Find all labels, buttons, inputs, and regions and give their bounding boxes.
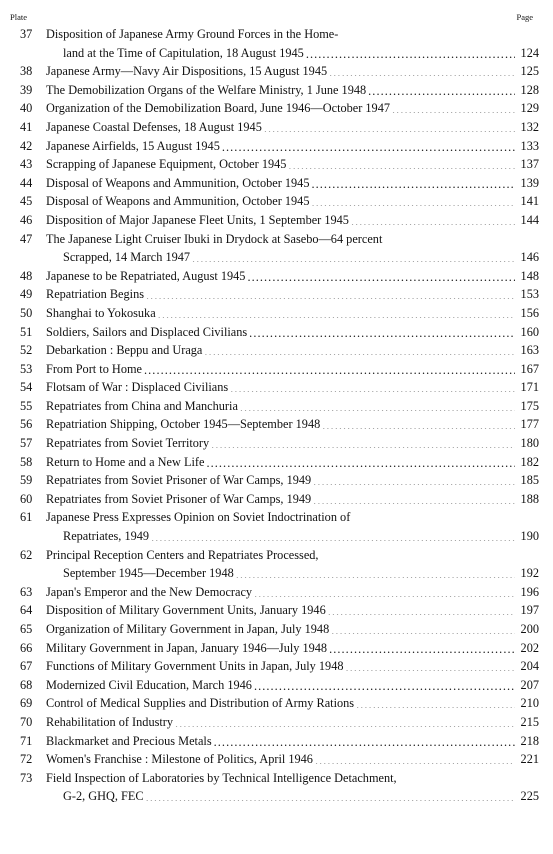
toc-entry xyxy=(8,601,539,620)
page-number: 207 xyxy=(520,677,539,692)
toc-entry xyxy=(8,657,539,676)
plate-number: 46 xyxy=(20,212,33,227)
entry-title: Repatriates from Soviet Territory xyxy=(46,436,210,451)
page-column-label: Page xyxy=(516,12,533,22)
toc-entry xyxy=(8,341,539,360)
toc-entry xyxy=(8,713,539,732)
entry-title: The Demobilization Organs of the Welfare Ministry, 1 June 1948 xyxy=(46,82,367,97)
toc-entry xyxy=(8,211,539,230)
page-number: 139 xyxy=(520,175,539,190)
entry-title: Disposition of Military Government Units, January 1946 xyxy=(46,603,326,618)
plate-number: 68 xyxy=(20,677,33,692)
entry-title: Field Inspection of Laboratories by Technical Intelligence Detachment, xyxy=(46,770,397,785)
dot-leader xyxy=(356,696,515,708)
entry-title: September 1945—December 1948 xyxy=(63,566,234,581)
page-number: 141 xyxy=(520,194,539,209)
dot-leader xyxy=(392,101,515,113)
plate-number: 63 xyxy=(20,584,33,599)
dot-leader xyxy=(240,399,515,411)
page-number: 177 xyxy=(520,417,539,432)
page-number: 125 xyxy=(520,64,539,79)
entry-title: Repatriates, 1949 xyxy=(63,529,150,544)
plate-number: 71 xyxy=(20,733,33,748)
plate-number: 44 xyxy=(20,175,33,190)
entry-title: Disposal of Weapons and Ammunition, October 1945 xyxy=(46,194,310,209)
toc-entry xyxy=(8,323,539,342)
page-number: 144 xyxy=(520,212,539,227)
toc-entry xyxy=(8,471,539,490)
page-number: 167 xyxy=(520,361,539,376)
toc-entry xyxy=(8,490,539,509)
plate-number: 45 xyxy=(20,194,33,209)
page-number: 153 xyxy=(520,287,539,302)
page-number: 129 xyxy=(520,101,539,116)
plate-number: 67 xyxy=(20,659,33,674)
plate-number: 47 xyxy=(20,231,33,246)
toc-entry xyxy=(8,546,539,583)
plate-number: 60 xyxy=(20,491,33,506)
dot-leader xyxy=(236,566,515,578)
plate-number: 41 xyxy=(20,119,33,134)
plate-number: 73 xyxy=(20,770,33,785)
page-number: 200 xyxy=(520,622,539,636)
entry-title: land at the Time of Capitulation, 18 August 1945 xyxy=(63,45,304,60)
dot-leader xyxy=(175,715,515,727)
toc-entry xyxy=(8,267,539,286)
toc-entry xyxy=(8,639,539,658)
dot-leader xyxy=(249,324,515,336)
plate-number: 58 xyxy=(20,454,33,469)
dot-leader xyxy=(254,677,515,689)
dot-leader xyxy=(247,268,515,280)
plate-number: 56 xyxy=(20,417,33,432)
entry-title: The Japanese Light Cruiser Ibuki in Drydock at Sasebo—64 percent xyxy=(46,231,383,246)
page-number: 192 xyxy=(520,566,539,581)
entry-title: Repatriation Begins xyxy=(46,287,145,302)
entry-title: Women's Franchise : Milestone of Politics, April 1946 xyxy=(46,752,313,767)
plate-number: 52 xyxy=(20,343,33,358)
page-number: 225 xyxy=(520,789,539,804)
plate-number: 55 xyxy=(20,398,33,413)
dot-leader xyxy=(331,622,515,634)
plate-number: 49 xyxy=(20,287,33,302)
entry-title: Military Government in Japan, January 1946—July 1948 xyxy=(46,640,328,655)
toc-entry xyxy=(8,285,539,304)
plate-number: 64 xyxy=(20,603,33,618)
dot-leader xyxy=(315,752,515,764)
toc-entry xyxy=(8,304,539,323)
entry-title: Japanese to be Repatriated, August 1945 xyxy=(46,268,246,283)
entry-title: Repatriation Shipping, October 1945—September 1948 xyxy=(46,417,321,432)
entry-title: Debarkation : Beppu and Uraga xyxy=(46,343,203,358)
plate-number: 51 xyxy=(20,324,33,339)
entry-title: Japanese Press Expresses Opinion on Soviet Indoctrination of xyxy=(46,510,351,525)
page-number: 133 xyxy=(520,138,539,153)
plate-list xyxy=(8,25,539,806)
toc-entry xyxy=(8,155,539,174)
entry-title: Scrapping of Japanese Equipment, October 1945 xyxy=(46,157,287,172)
dot-leader xyxy=(311,175,515,187)
entry-title: Return to Home and a New Life xyxy=(46,454,205,469)
dot-leader xyxy=(322,417,515,429)
entry-title: From Port to Home xyxy=(46,361,142,376)
page-number: 156 xyxy=(520,305,539,320)
toc-entry xyxy=(8,25,539,62)
entry-title: Soldiers, Sailors and Displaced Civilians xyxy=(46,324,248,339)
entry-title: Disposition of Major Japanese Fleet Units, 1 September 1945 xyxy=(46,212,349,227)
column-header xyxy=(8,8,539,25)
page-number: 180 xyxy=(520,436,539,451)
dot-leader xyxy=(146,287,515,299)
page-number: 137 xyxy=(520,157,539,172)
page-number: 196 xyxy=(520,584,539,599)
toc-entry xyxy=(8,508,539,545)
page-number: 163 xyxy=(520,343,539,358)
toc-entry xyxy=(8,750,539,769)
entry-title: Repatriates from Soviet Prisoner of War Camps, 1949 xyxy=(46,473,312,488)
dot-leader xyxy=(211,436,515,448)
entry-title: Scrapped, 14 March 1947 xyxy=(63,250,191,265)
entry-title: Disposition of Japanese Army Ground Forces in the Home- xyxy=(46,27,339,41)
plate-number: 70 xyxy=(20,714,33,729)
plate-number: 59 xyxy=(20,473,33,488)
entry-title: Principal Reception Centers and Repatriates Processed, xyxy=(46,547,319,562)
toc-entry xyxy=(8,769,539,806)
entry-title: G-2, GHQ, FEC xyxy=(63,789,144,804)
plate-column-label: Plate xyxy=(10,12,27,22)
page-number: 204 xyxy=(520,659,539,674)
entry-title: Repatriates from Soviet Prisoner of War Camps, 1949 xyxy=(46,491,312,506)
entry-title: Organization of the Demobilization Board, June 1946—October 1947 xyxy=(46,101,391,116)
plate-number: 42 xyxy=(20,138,33,153)
toc-entry xyxy=(8,118,539,137)
toc-entry xyxy=(8,81,539,100)
dot-leader xyxy=(368,82,515,94)
plate-number: 65 xyxy=(20,622,33,636)
plate-number: 50 xyxy=(20,305,33,320)
dot-leader xyxy=(264,120,515,132)
page-number: 132 xyxy=(520,119,539,134)
toc-entry xyxy=(8,620,539,639)
toc-entry xyxy=(8,360,539,379)
plate-number: 61 xyxy=(20,510,33,525)
dot-leader xyxy=(192,250,515,262)
dot-leader xyxy=(151,529,515,541)
dot-leader xyxy=(329,64,515,76)
page-number: 171 xyxy=(520,380,539,395)
dot-leader xyxy=(288,157,515,169)
plate-number: 53 xyxy=(20,361,33,376)
plate-number: 72 xyxy=(20,752,33,767)
dot-leader xyxy=(351,213,515,225)
plate-number: 38 xyxy=(20,64,33,79)
dot-leader xyxy=(346,659,516,671)
page-number: 185 xyxy=(520,473,539,488)
plate-number: 48 xyxy=(20,268,33,283)
entry-title: Japan's Emperor and the New Democracy xyxy=(46,584,253,599)
toc-entry xyxy=(8,583,539,602)
page-number: 128 xyxy=(520,82,539,97)
dot-leader xyxy=(329,640,515,652)
dot-leader xyxy=(311,194,515,206)
dot-leader xyxy=(144,361,515,373)
page-number: 190 xyxy=(520,529,539,544)
dot-leader xyxy=(230,380,515,392)
entry-title: Flotsam of War : Displaced Civilians xyxy=(46,380,229,395)
plate-number: 43 xyxy=(20,157,33,172)
page-number: 221 xyxy=(520,752,539,767)
toc-entry xyxy=(8,676,539,695)
page-number: 210 xyxy=(520,696,539,711)
dot-leader xyxy=(313,492,515,504)
page-number: 124 xyxy=(520,45,539,60)
page-number: 215 xyxy=(520,714,539,729)
entry-title: Japanese Airfields, 15 August 1945 xyxy=(46,138,220,153)
dot-leader xyxy=(254,585,515,597)
dot-leader xyxy=(158,306,515,318)
toc-entry xyxy=(8,378,539,397)
entry-title: Modernized Civil Education, March 1946 xyxy=(46,677,252,692)
page-number: 188 xyxy=(520,491,539,506)
dot-leader xyxy=(306,45,515,57)
dot-leader xyxy=(222,138,515,150)
plate-number: 57 xyxy=(20,436,33,451)
entry-title: Repatriates from China and Manchuria xyxy=(46,398,238,413)
toc-entry xyxy=(8,694,539,713)
plate-number: 62 xyxy=(20,547,33,562)
toc-entry xyxy=(8,62,539,81)
entry-title: Disposal of Weapons and Ammunition, October 1945 xyxy=(46,175,310,190)
page-number: 182 xyxy=(520,454,539,469)
toc-entry xyxy=(8,174,539,193)
dot-leader xyxy=(313,473,515,485)
dot-leader xyxy=(328,603,515,615)
dot-leader xyxy=(206,454,515,466)
toc-entry xyxy=(8,397,539,416)
plate-number: 40 xyxy=(20,101,33,116)
entry-title: Blackmarket and Precious Metals xyxy=(46,733,212,748)
entry-title: Functions of Military Government Units in Japan, July 1948 xyxy=(46,659,344,674)
page-number: 146 xyxy=(520,250,539,265)
entry-title: Control of Medical Supplies and Distribution of Army Rations xyxy=(46,696,355,711)
entry-title: Organization of Military Government in Japan, July 1948 xyxy=(46,622,330,636)
dot-leader xyxy=(204,343,515,355)
plate-number: 66 xyxy=(20,640,33,655)
toc-entry xyxy=(8,453,539,472)
page-number: 202 xyxy=(520,640,539,655)
entry-title: Japanese Coastal Defenses, 18 August 1945 xyxy=(46,119,262,134)
toc-entry xyxy=(8,434,539,453)
page-number: 218 xyxy=(520,733,539,748)
entry-title: Japanese Army—Navy Air Dispositions, 15 August 1945 xyxy=(46,64,328,79)
plate-number: 37 xyxy=(20,27,33,41)
page-number: 175 xyxy=(520,398,539,413)
dot-leader xyxy=(146,789,515,801)
plate-number: 54 xyxy=(20,380,33,395)
page-number: 197 xyxy=(520,603,539,618)
toc-entry xyxy=(8,192,539,211)
toc-entry xyxy=(8,732,539,751)
toc-entry xyxy=(8,137,539,156)
plate-number: 69 xyxy=(20,696,33,711)
page-number: 148 xyxy=(520,268,539,283)
toc-entry xyxy=(8,99,539,118)
entry-title: Rehabilitation of Industry xyxy=(46,714,174,729)
entry-title: Shanghai to Yokosuka xyxy=(46,305,156,320)
toc-entry xyxy=(8,415,539,434)
plate-number: 39 xyxy=(20,82,33,97)
toc-entry xyxy=(8,230,539,267)
dot-leader xyxy=(214,733,515,745)
page-number: 160 xyxy=(520,324,539,339)
